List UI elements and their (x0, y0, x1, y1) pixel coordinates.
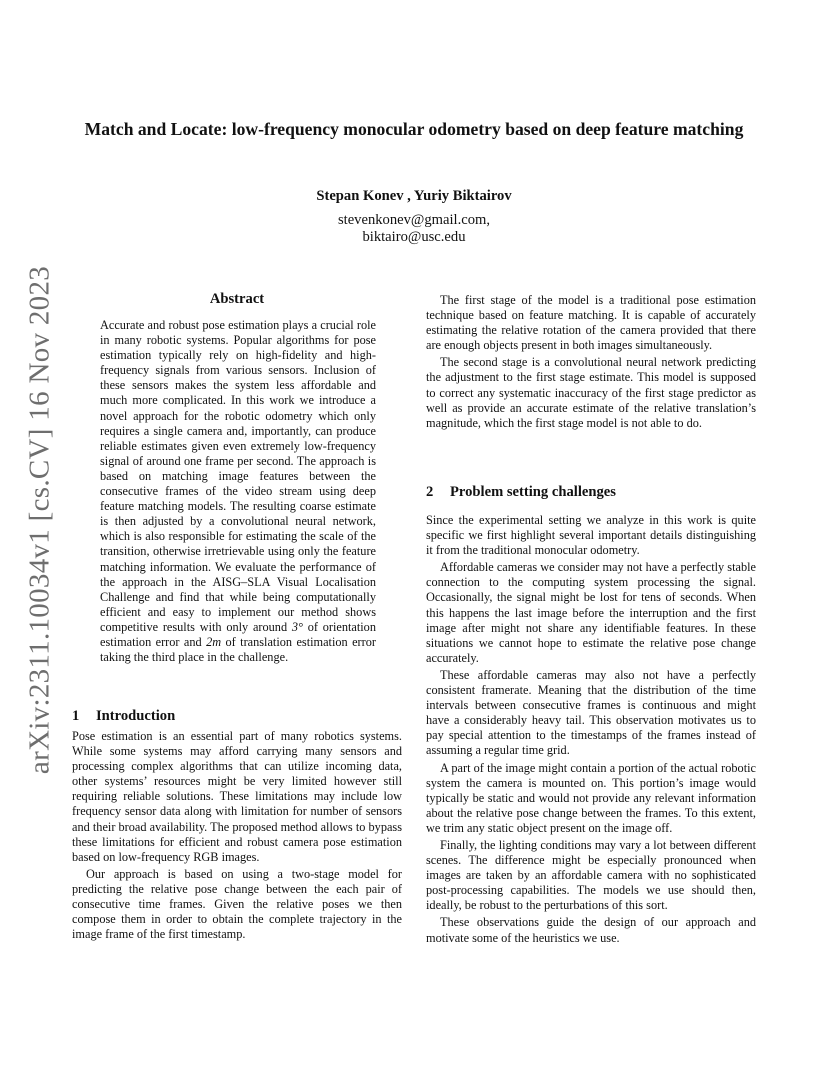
section-1-heading (72, 708, 175, 725)
abstract-text-part-2: of orientation estimation error and (100, 619, 376, 649)
paragraph: The first stage of the model is a traditional pose estimation technique based on feature matching. It is capable of accurately estimating the relative rotation of the camera provided that there are enough objects present in both images simultaneously. (426, 293, 756, 353)
paragraph: Finally, the lighting conditions may vary a lot between different scenes. The difference might be especially pronounced when images are taken by an affordable camera with no sophisticated post-processing capabilities. The models we use should then, ideally, be robust to the perturbations of this sort. (426, 837, 756, 913)
problem-setting-body (426, 513, 756, 948)
section-number: 1 (72, 708, 80, 724)
paragraph: The second stage is a convolutional neural network predicting the adjustment to the first stage estimate. This model is supposed to correct any systematic inaccuracy of the first stage predictor as well as provide an accurate estimate of the relative translation’s magnitude, which the first stage model is not able to do. (426, 355, 756, 430)
paper-title: Match and Locate: low-frequency monocular odometry based on deep feature matching (84, 119, 744, 139)
right-column-intro-continued (426, 293, 756, 433)
paper-authors: Stepan Konev , Yuriy Biktairov (316, 188, 512, 204)
abstract-text-part-1: Accurate and robust pose estimation plays a crucial role in many robotic systems. Popular algorithms for pose estimation typically rely on high-fidelity and high-frequency signals from various sensors. Inclusion of these sensors makes the system less affordable and much more complicated. In this work we introduce a novel approach for the robotic odometry which only requires a single camera and, importantly, can produce reliable estimates given even extremely low-frequency signal of around one frame per second. The approach is based on matching image features between the consecutive frames of the video stream using deep feature matching models. The resulting coarse estimate is then adjusted by a convolutional neural network, which is also responsible for estimating the scale of the transition, otherwise irretrievable using only the feature matching information. We evaluate the performance of the approach in the AISG–SLA Visual Localisation Challenge and find that while being computationally efficient and easy to implement our method shows competitive results with only around (100, 318, 376, 634)
paragraph: Affordable cameras we consider may not have a perfectly stable connection to the computing system processing the signal. Occasionally, the signal might be lost for tens of seconds. When this happens the last image before the interruption and the first image after might not share any identifiable features. In these situations we cannot hope to estimate the relative pose change accurately. (426, 560, 756, 665)
paragraph: Our approach is based on using a two-stage model for predicting the relative pose change between the each pair of consecutive time frames. Given the relative poses we then compose them in order to obtain the complete trajectory in the image frame of the first timestamp. (72, 866, 402, 942)
abstract-heading: Abstract (209, 291, 265, 307)
abstract-text (100, 318, 376, 665)
paragraph: A part of the image might contain a portion of the actual robotic system the camera is mounted on. This portion’s image would typically be static and would not provide any relevant information about the relative pose change between the frames. To this extent, we trim any static object present on the image off. (426, 760, 756, 835)
section-number: 2 (426, 484, 434, 500)
email-2: biktairo@usc.edu (362, 229, 466, 245)
abstract-body (100, 318, 376, 665)
section-title: Introduction (96, 708, 176, 724)
paragraph: These observations guide the design of our approach and motivate some of the heuristics we use. (426, 915, 756, 945)
paragraph: These affordable cameras may also not have a perfectly consistent framerate. Meaning that the distribution of the time intervals between consecutive frames is continuous and might have a considerably heavy tail. This observation motivates us to pay special attention to the timestamps of the frames instead of assuming a regular time grid. (426, 667, 756, 758)
abstract-text-part-3: of translation estimation error taking the third place in the challenge. (100, 634, 376, 665)
introduction-body (72, 729, 402, 944)
author-emails (80, 212, 748, 246)
paragraph: Pose estimation is an essential part of many robotics systems. While some systems may afford carrying many sensors and processing complex algorithms that can utilize incoming data, other systems’ resources might be very limited however still requiring reliable solutions. These limitations may include low frequency sensor data along with limitation for number of sensors and their broad availability. The proposed method allows to bypass these limitations for efficient and robust camera pose estimation based on low-frequency RGB images. (72, 729, 402, 864)
email-1: stevenkonev@gmail.com, (337, 212, 491, 228)
abstract-math-meters: 2m (206, 634, 222, 649)
section-title: Problem setting challenges (450, 484, 616, 500)
paragraph: Since the experimental setting we analyze in this work is quite specific we first highlight several important details distinguishing it from the traditional monocular odometry. (426, 513, 756, 558)
arxiv-identifier: arXiv:2311.10034v1 [cs.CV] 16 Nov 2023 (23, 265, 56, 775)
abstract-math-degrees: 3° (291, 619, 303, 634)
section-2-heading (426, 484, 616, 501)
